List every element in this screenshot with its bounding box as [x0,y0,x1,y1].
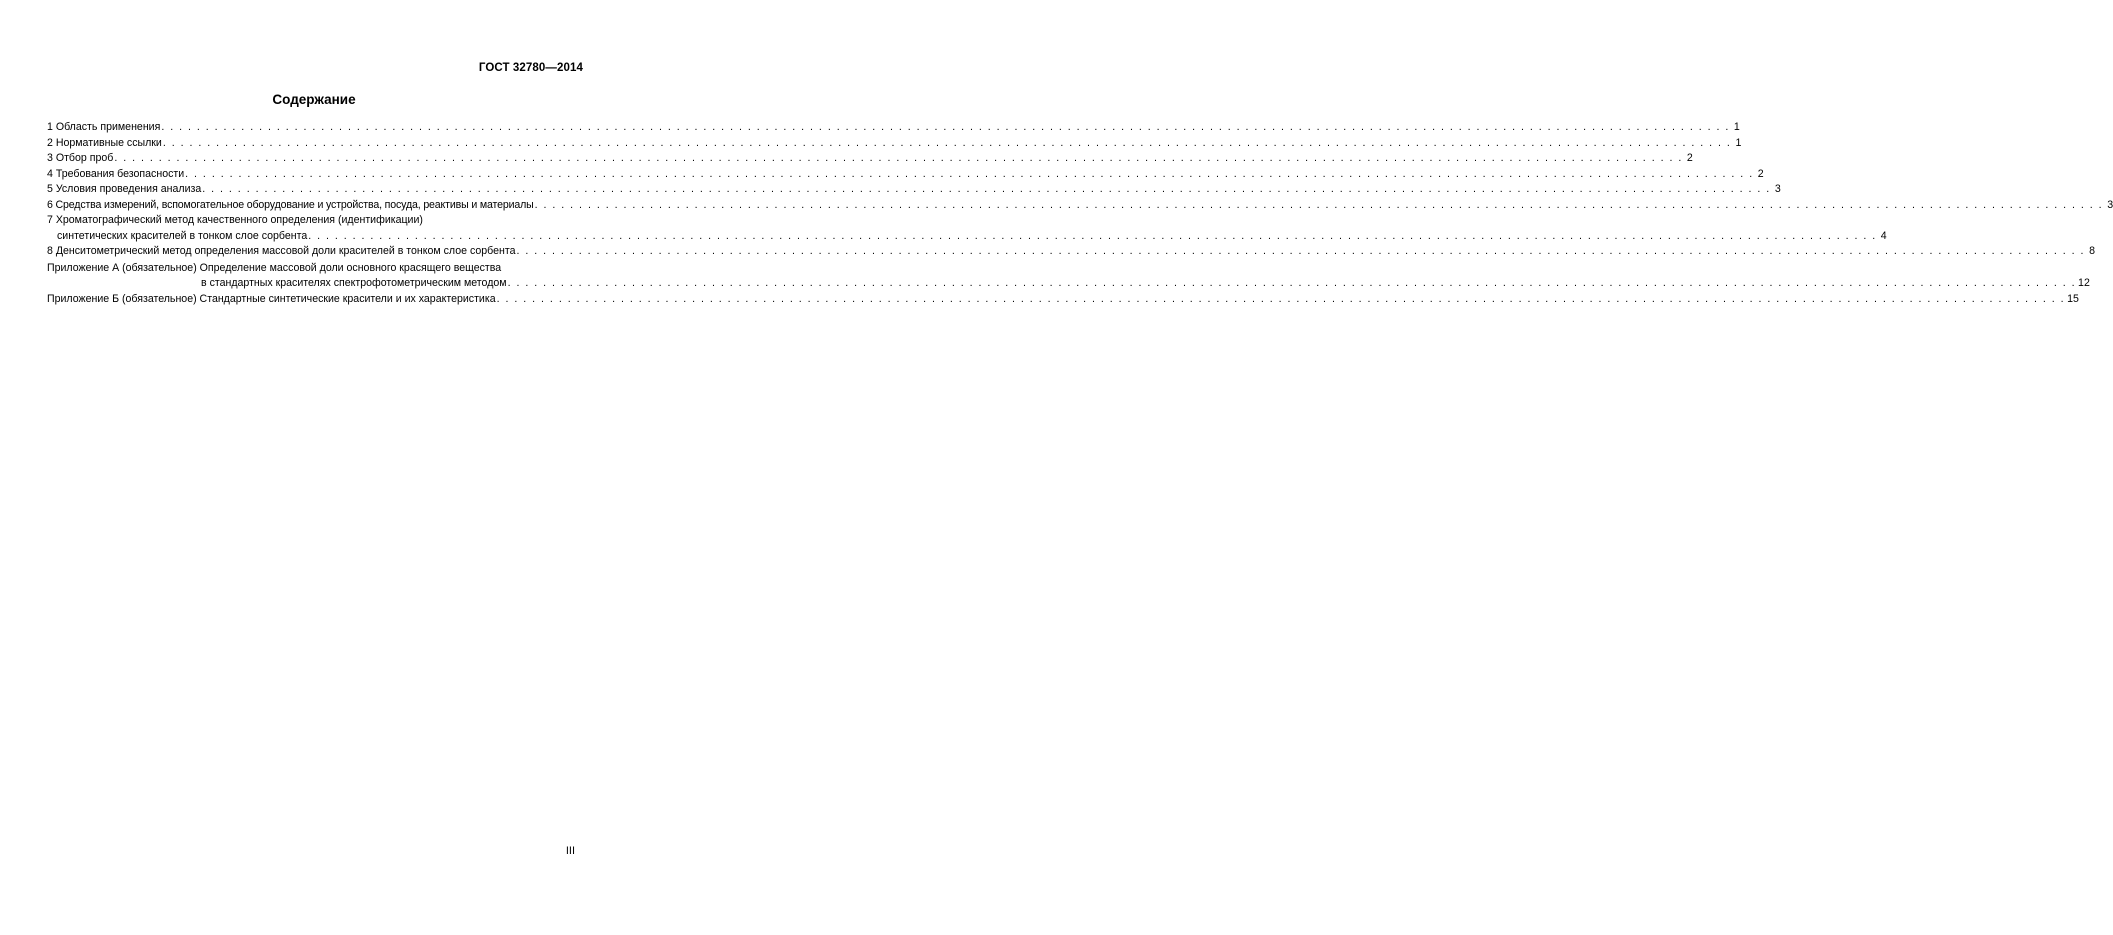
toc-entry-1[interactable] [47,120,1740,136]
leader-dots [185,167,1753,183]
toc-entry-appendix-b[interactable] [47,292,2079,308]
page-number: III [565,845,575,857]
toc-entry-text: 1 Область применения [47,121,161,133]
document-code: ГОСТ 32780—2014 [478,62,583,74]
toc-page-number: 3 [1774,183,1781,195]
toc-page-number: 2 [1686,152,1693,164]
toc-entry-text-continued: в стандартных красителях спектрофотометрическим методом [201,277,507,289]
leader-dots [163,136,1731,152]
leader-dots [308,229,1876,245]
toc-entry-text: 7 Хроматографический метод качественного определения (идентификации) [47,214,423,226]
toc-page-number: 3 [2107,198,2113,211]
toc-entry-2[interactable] [47,136,1742,152]
toc-entry-7[interactable] [47,213,1887,244]
leader-dots [516,244,2084,260]
toc-entry-4[interactable] [47,167,1764,183]
toc-entry-text: Приложение А (обязательное) Определение массовой доли основного красящего вещества [47,261,502,274]
toc-entry-text: 5 Условия проведения анализа [47,183,202,195]
leader-dots [114,151,1682,167]
toc-entry-text: Приложение Б (обязательное) Стандартные синтетические красители и их характеристика [47,292,496,305]
toc-page-number: 1 [1733,121,1740,133]
toc-entry-3[interactable] [47,151,1693,167]
toc-page-number: 4 [1880,229,1887,242]
toc-page-number: 15 [2067,292,2079,305]
toc-entry-6[interactable] [47,198,2113,214]
toc-entry-text-continued: синтетических красителей в тонком слое сорбента [57,229,308,242]
toc-page-number: 12 [2078,277,2090,289]
leader-dots [508,276,2076,292]
toc-entry-8[interactable] [47,244,2095,260]
toc-entry-text: 4 Требования безопасности [47,167,185,180]
leader-dots [535,198,2103,214]
leader-dots [202,182,1770,198]
toc-entry-5[interactable] [47,182,1781,198]
toc-title: Содержание [272,92,356,107]
leader-dots [497,292,2065,308]
toc-page-number: 1 [1735,136,1742,149]
leader-dots [161,120,1729,136]
toc-page-number: 8 [2089,245,2095,257]
toc-entry-appendix-a[interactable] [47,261,2090,292]
toc-entry-text: 6 Средства измерений, вспомогательное оборудование и устройства, посуда, реактивы и материалы [47,198,534,211]
toc-page-number: 2 [1757,167,1764,180]
toc-entry-text: 2 Нормативные ссылки [47,136,162,149]
table-of-contents [47,120,2113,307]
toc-entry-text: 8 Денситометрический метод определения массовой доли красителей в тонком слое сорбента [47,245,516,257]
toc-entry-text: 3 Отбор проб [47,152,114,164]
